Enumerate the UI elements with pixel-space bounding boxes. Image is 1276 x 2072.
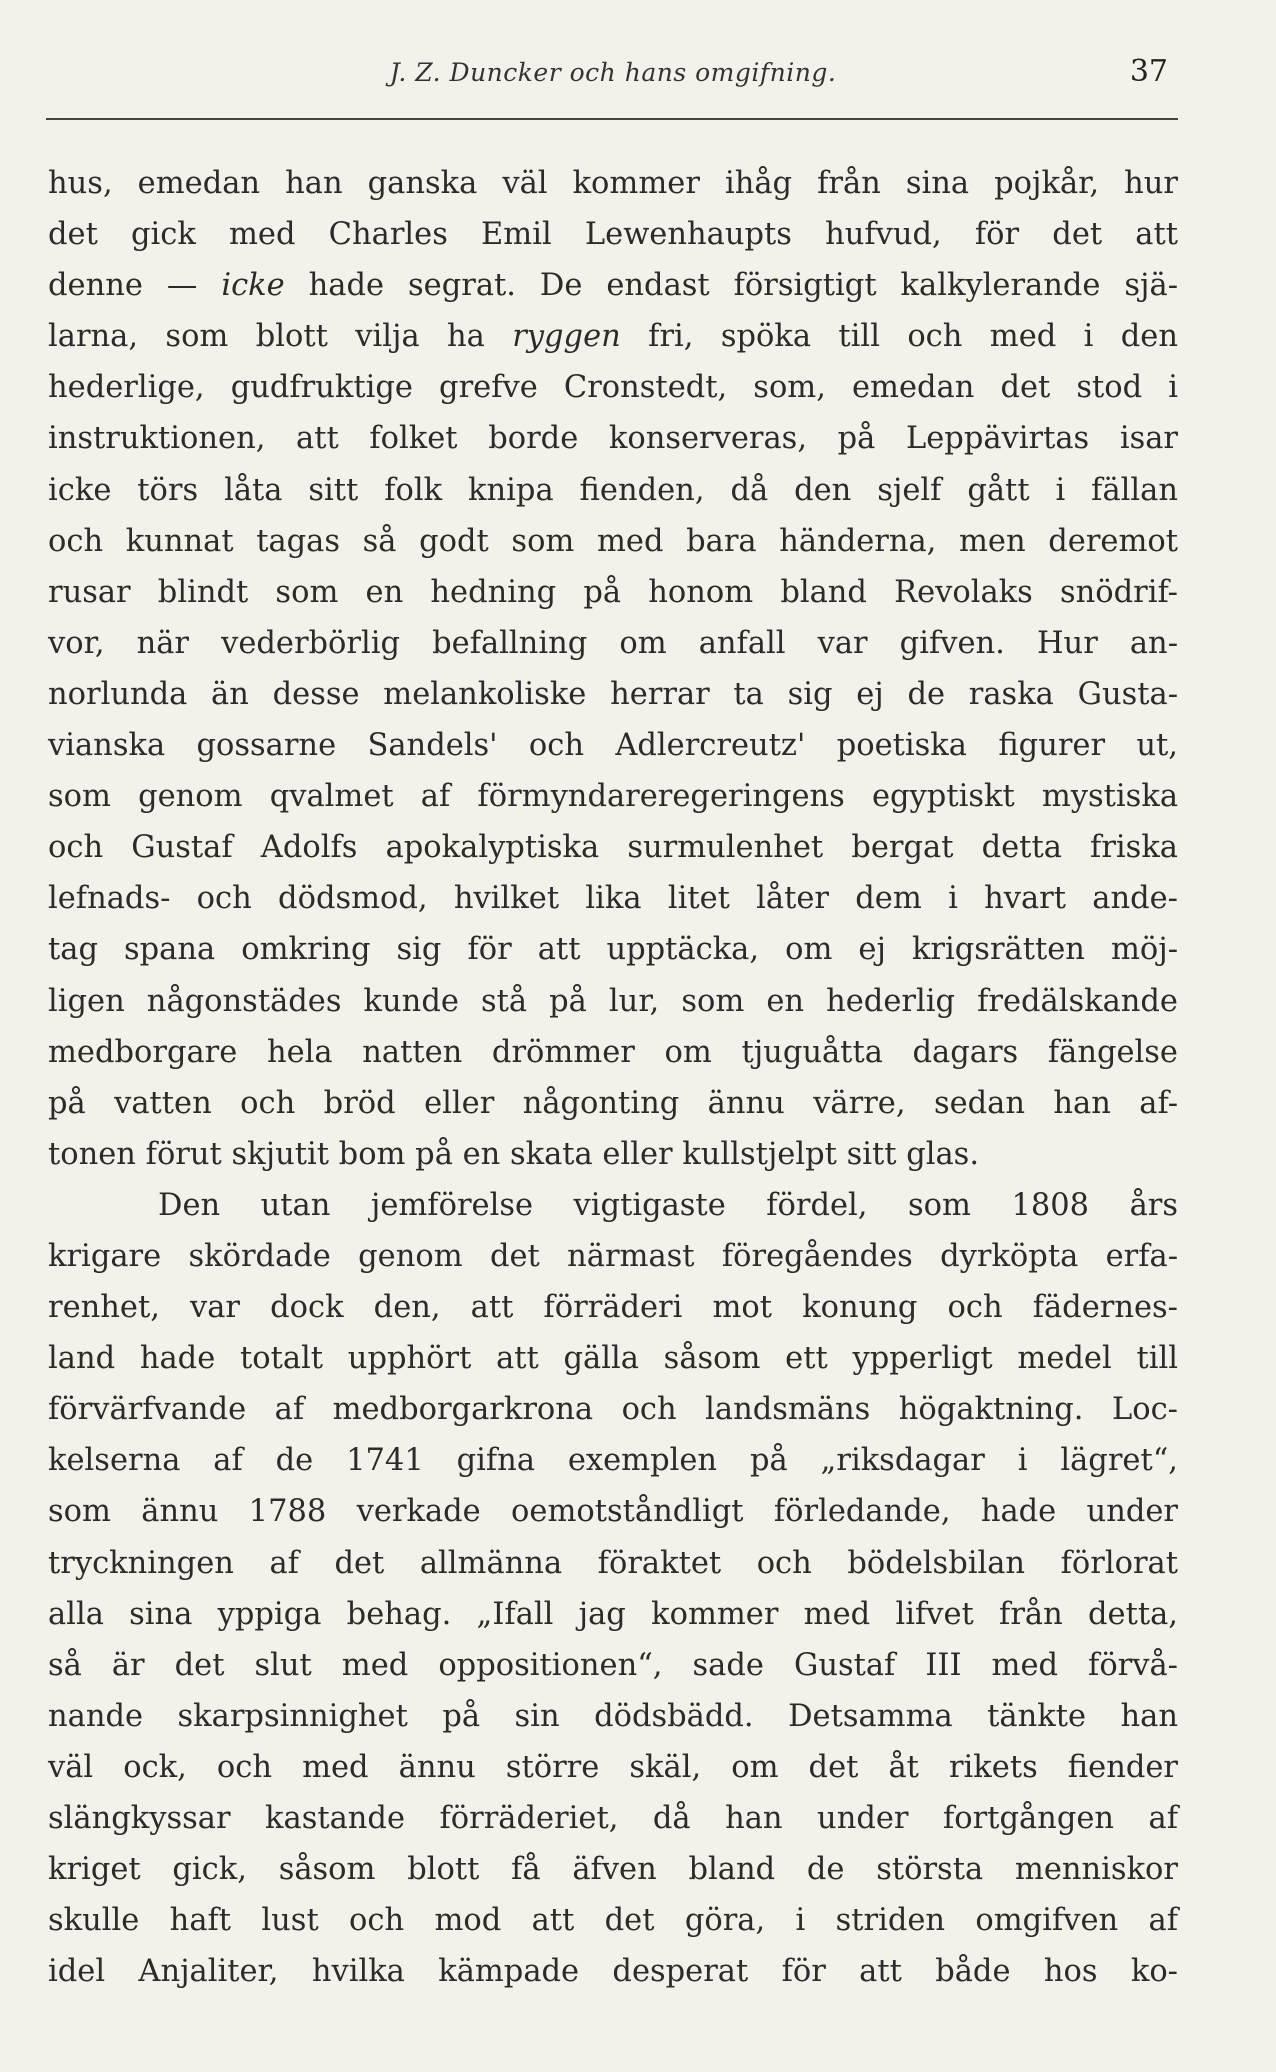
text-line: kelserna af de 1741 gifna exemplen på „riksdagar i lägret“, xyxy=(48,1443,1178,1479)
text-line: ligen någonstädes kunde stå på lur, som en hederlig fredälskande xyxy=(48,983,1178,1019)
text-line: väl ock, och med ännu större skäl, om det åt rikets fiender xyxy=(48,1749,1178,1785)
italic-word: ryggen xyxy=(512,319,621,355)
text-line: förvärfvande af medborgarkrona och landsmäns högaktning. Loc- xyxy=(48,1392,1178,1428)
text-line-paragraph-end: tonen förut skjutit bom på en skata eller kullstjelpt sitt glas. xyxy=(48,1136,980,1172)
text-line: och Gustaf Adolfs apokalyptiska surmulenhet bergat detta friska xyxy=(48,830,1178,866)
text-line: instruktionen, att folket borde konserveras, på Leppävirtas isar xyxy=(48,421,1178,457)
text-line: skulle haft lust och mod att det göra, i striden omgifven af xyxy=(48,1903,1178,1939)
text-line: rusar blindt som en hedning på honom bland Revolaks snödrif- xyxy=(48,574,1178,610)
text-line: och kunnat tagas så godt som med bara händerna, men deremot xyxy=(48,523,1178,559)
text-line: hus, emedan han ganska väl kommer ihåg från sina pojkår, hur xyxy=(48,166,1178,201)
body-text xyxy=(48,158,1178,1997)
text-line: kriget gick, såsom blott få äfven bland de största menniskor xyxy=(48,1852,1178,1888)
text-line: tryckningen af det allmänna föraktet och bödelsbilan förlorat xyxy=(48,1545,1178,1581)
text-line: land hade totalt upphört att gälla såsom ett ypperligt medel till xyxy=(48,1341,1178,1377)
text-line: norlunda än desse melankoliske herrar ta sig ej de raska Gusta- xyxy=(48,676,1178,712)
text-line: som genom qvalmet af förmyndareregeringens egyptiskt mystiska xyxy=(48,779,1178,815)
text-line: idel Anjaliter, hvilka kämpade desperat för att både hos ko- xyxy=(48,1954,1178,1990)
header-rule xyxy=(46,118,1178,120)
text-line: alla sina yppiga behag. „Ifall jag kommer med lifvet från detta, xyxy=(48,1596,1178,1632)
italic-word: icke xyxy=(221,268,285,304)
text-line: nande skarpsinnighet på sin dödsbädd. Detsamma tänkte han xyxy=(48,1698,1178,1734)
text-line: medborgare hela natten drömmer om tjuguåtta dagars fängelse xyxy=(48,1034,1178,1070)
text-line: det gick med Charles Emil Lewenhaupts hufvud, för det att xyxy=(48,217,1178,253)
text-line: hederlige, gudfruktige grefve Cronstedt, som, emedan det stod i xyxy=(48,370,1178,406)
text-line: så är det slut med oppositionen“, sade Gustaf III med förvå- xyxy=(48,1647,1178,1683)
text-line: vor, när vederbörlig befallning om anfall var gifven. Hur an- xyxy=(48,625,1178,661)
text-line: krigare skördade genom det närmast föregåendes dyrköpta erfa- xyxy=(48,1238,1178,1274)
page-header xyxy=(48,52,1178,102)
text-line: som ännu 1788 verkade oemotståndligt förledande, hade under xyxy=(48,1494,1178,1530)
text-line: larna, som blott vilja ha ryggen fri, spöka till och med i den xyxy=(48,319,1178,355)
text-line-content: Den utan jemförelse vigtigaste fördel, som 1808 års xyxy=(158,1187,1178,1223)
text-line: lefnads- och dödsmod, hvilket lika litet låter dem i hvart ande- xyxy=(48,881,1178,917)
text-line: slängkyssar kastande förräderiet, då han under fortgången af xyxy=(48,1801,1178,1836)
text-line: renhet, var dock den, att förräderi mot konung och fädernes- xyxy=(48,1290,1178,1326)
running-title: J. Z. Duncker och hans omgifning. xyxy=(389,58,837,87)
text-line: icke törs låta sitt folk knipa fienden, då den sjelf gått i fällan xyxy=(48,472,1178,508)
text-line: tag spana omkring sig för att upptäcka, om ej krigsrätten möj- xyxy=(48,932,1178,968)
text-line-paragraph-start xyxy=(48,1180,1178,1231)
page-number: 37 xyxy=(1129,54,1168,89)
text-line: vianska gossarne Sandels' och Adlercreutz' poetiska figurer ut, xyxy=(48,728,1178,764)
text-line: på vatten och bröd eller någonting ännu värre, sedan han af- xyxy=(48,1085,1178,1121)
text-line: denne — icke hade segrat. De endast försigtigt kalkylerande sjä- xyxy=(48,268,1178,304)
